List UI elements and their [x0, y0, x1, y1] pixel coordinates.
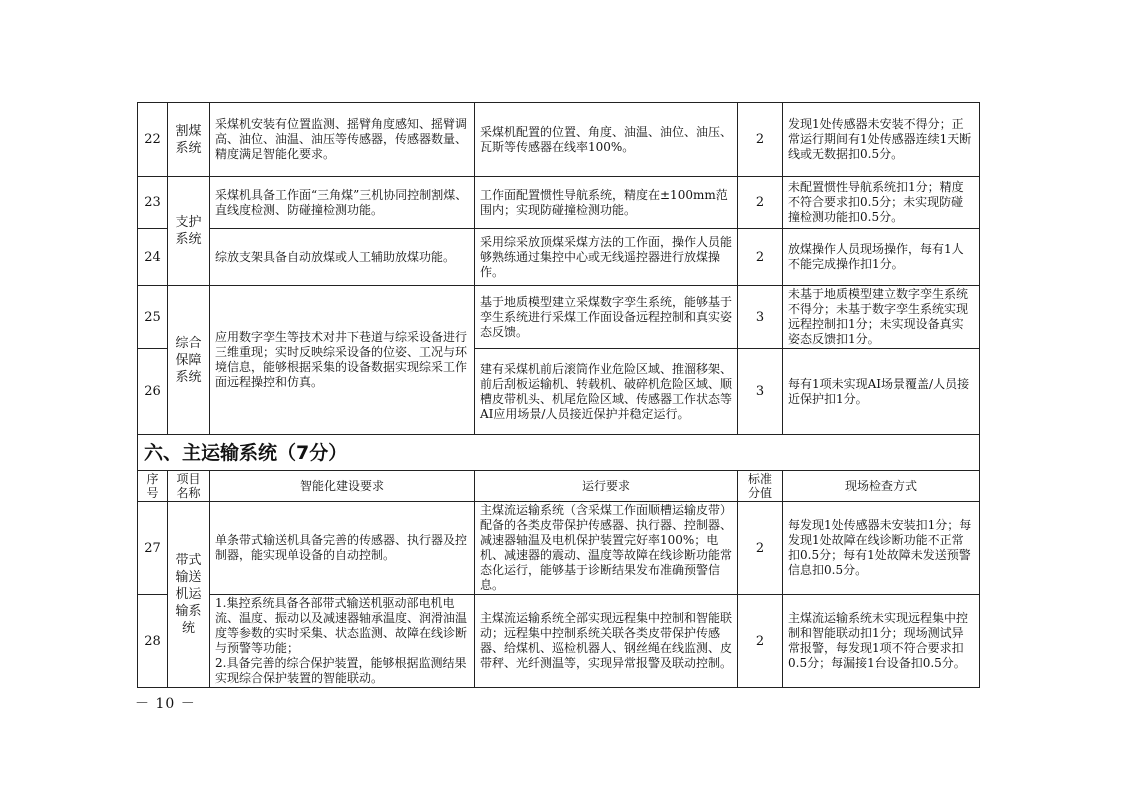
section-heading-row	[138, 435, 980, 471]
header-number: 序 号	[138, 471, 168, 502]
operation-cell: 工作面配置惯性导航系统，精度在±100mm范围内；实现防碰撞检测功能。	[475, 177, 738, 229]
header-score: 标准 分值	[738, 471, 783, 502]
table-row	[138, 595, 980, 688]
score-cell: 2	[738, 595, 783, 688]
inspection-cell: 每有1项未实现AI场景覆盖/人员接近保护扣1分。	[783, 349, 980, 435]
table-row	[138, 229, 980, 286]
operation-cell: 采煤机配置的位置、角度、油温、油位、油压、瓦斯等传感器在线率100%。	[475, 103, 738, 177]
requirement-cell: 应用数字孪生等技术对井下巷道与综采设备进行三维重现；实时反映综采设备的位姿、工况与环境信息，能够根据采集的设备数据实现综采工作面远程操控和仿真。	[210, 286, 475, 435]
table-row	[138, 177, 980, 229]
inspection-table	[137, 102, 980, 688]
header-operation: 运行要求	[475, 471, 738, 502]
score-cell: 3	[738, 286, 783, 349]
score-cell: 2	[738, 177, 783, 229]
requirement-cell: 1.集控系统具备各部带式输送机驱动部电机电流、温度、振动以及减速器轴承温度、润滑油温度等参数的实时采集、状态监测、故障在线诊断与预警等功能； 2.具备完善的综合保护装置，能够根据监测结果实现综合保护装置的智能联动。	[210, 595, 475, 688]
operation-cell: 建有采煤机前后滚筒作业危险区域、推溜移架、前后刮板运输机、转载机、破碎机危险区域、顺槽皮带机头、机尾危险区域、传感器工作状态等AI应用场景/人员接近保护并稳定运行。	[475, 349, 738, 435]
score-cell: 3	[738, 349, 783, 435]
operation-cell: 主煤流运输系统全部实现远程集中控制和智能联动；远程集中控制系统关联各类皮带保护传感器、给煤机、巡检机器人、钢丝绳在线监测、皮带秤、光纤测温等，实现异常报警及联动控制。	[475, 595, 738, 688]
row-number: 23	[138, 177, 168, 229]
inspection-cell: 发现1处传感器未安装不得分；正常运行期间有1处传感器连续1天断线或无数据扣0.5分。	[783, 103, 980, 177]
header-requirement: 智能化建设要求	[210, 471, 475, 502]
table-row	[138, 103, 980, 177]
row-number: 25	[138, 286, 168, 349]
header-item: 项目 名称	[168, 471, 210, 502]
score-cell: 2	[738, 103, 783, 177]
inspection-cell: 放煤操作人员现场操作，每有1人不能完成操作扣1分。	[783, 229, 980, 286]
score-cell: 2	[738, 229, 783, 286]
category-cell: 带式 输送 机运 输系 统	[168, 502, 210, 688]
table-header-row	[138, 471, 980, 502]
inspection-cell: 主煤流运输系统未实现远程集中控制和智能联动扣1分；现场测试异常报警，每发现1项不符合要求扣0.5分；每漏接1台设备扣0.5分。	[783, 595, 980, 688]
row-number: 26	[138, 349, 168, 435]
header-inspection: 现场检查方式	[783, 471, 980, 502]
operation-cell: 主煤流运输系统（含采煤工作面顺槽运输皮带）配备的各类皮带保护传感器、执行器、控制器、减速器轴温及电机保护装置完好率100%；电机、减速器的震动、温度等故障在线诊断功能常态化运行，能够基于诊断结果发布准确预警信息。	[475, 502, 738, 595]
inspection-cell: 未基于地质模型建立数字孪生系统不得分；未基于数字孪生系统实现远程控制扣1分；未实现设备真实姿态反馈扣1分。	[783, 286, 980, 349]
page-number: － 10 －	[135, 696, 196, 712]
category-cell: 割煤 系统	[168, 103, 210, 177]
section-title: 六、主运输系统（7分）	[138, 435, 980, 471]
table-row	[138, 502, 980, 595]
requirement-cell: 综放支架具备自动放煤或人工辅助放煤功能。	[210, 229, 475, 286]
row-number: 27	[138, 502, 168, 595]
requirement-cell: 采煤机安装有位置监测、摇臂角度感知、摇臂调高、油位、油温、油压等传感器，传感器数量、精度满足智能化要求。	[210, 103, 475, 177]
operation-cell: 基于地质模型建立采煤数字孪生系统，能够基于孪生系统进行采煤工作面设备远程控制和真实姿态反馈。	[475, 286, 738, 349]
row-number: 24	[138, 229, 168, 286]
category-cell: 支护 系统	[168, 177, 210, 286]
row-number: 28	[138, 595, 168, 688]
table-row	[138, 286, 980, 349]
operation-cell: 采用综采放顶煤采煤方法的工作面，操作人员能够熟练通过集控中心或无线遥控器进行放煤操作。	[475, 229, 738, 286]
inspection-cell: 每发现1处传感器未安装扣1分；每发现1处故障在线诊断功能不正常扣0.5分；每有1处故障未发送预警信息扣0.5分。	[783, 502, 980, 595]
requirement-cell: 采煤机具备工作面“三角煤”三机协同控制割煤、直线度检测、防碰撞检测功能。	[210, 177, 475, 229]
requirement-cell: 单条带式输送机具备完善的传感器、执行器及控制器，能实现单设备的自动控制。	[210, 502, 475, 595]
inspection-cell: 未配置惯性导航系统扣1分；精度不符合要求扣0.5分；未实现防碰撞检测功能扣0.5分。	[783, 177, 980, 229]
category-cell: 综合 保障 系统	[168, 286, 210, 435]
score-cell: 2	[738, 502, 783, 595]
row-number: 22	[138, 103, 168, 177]
